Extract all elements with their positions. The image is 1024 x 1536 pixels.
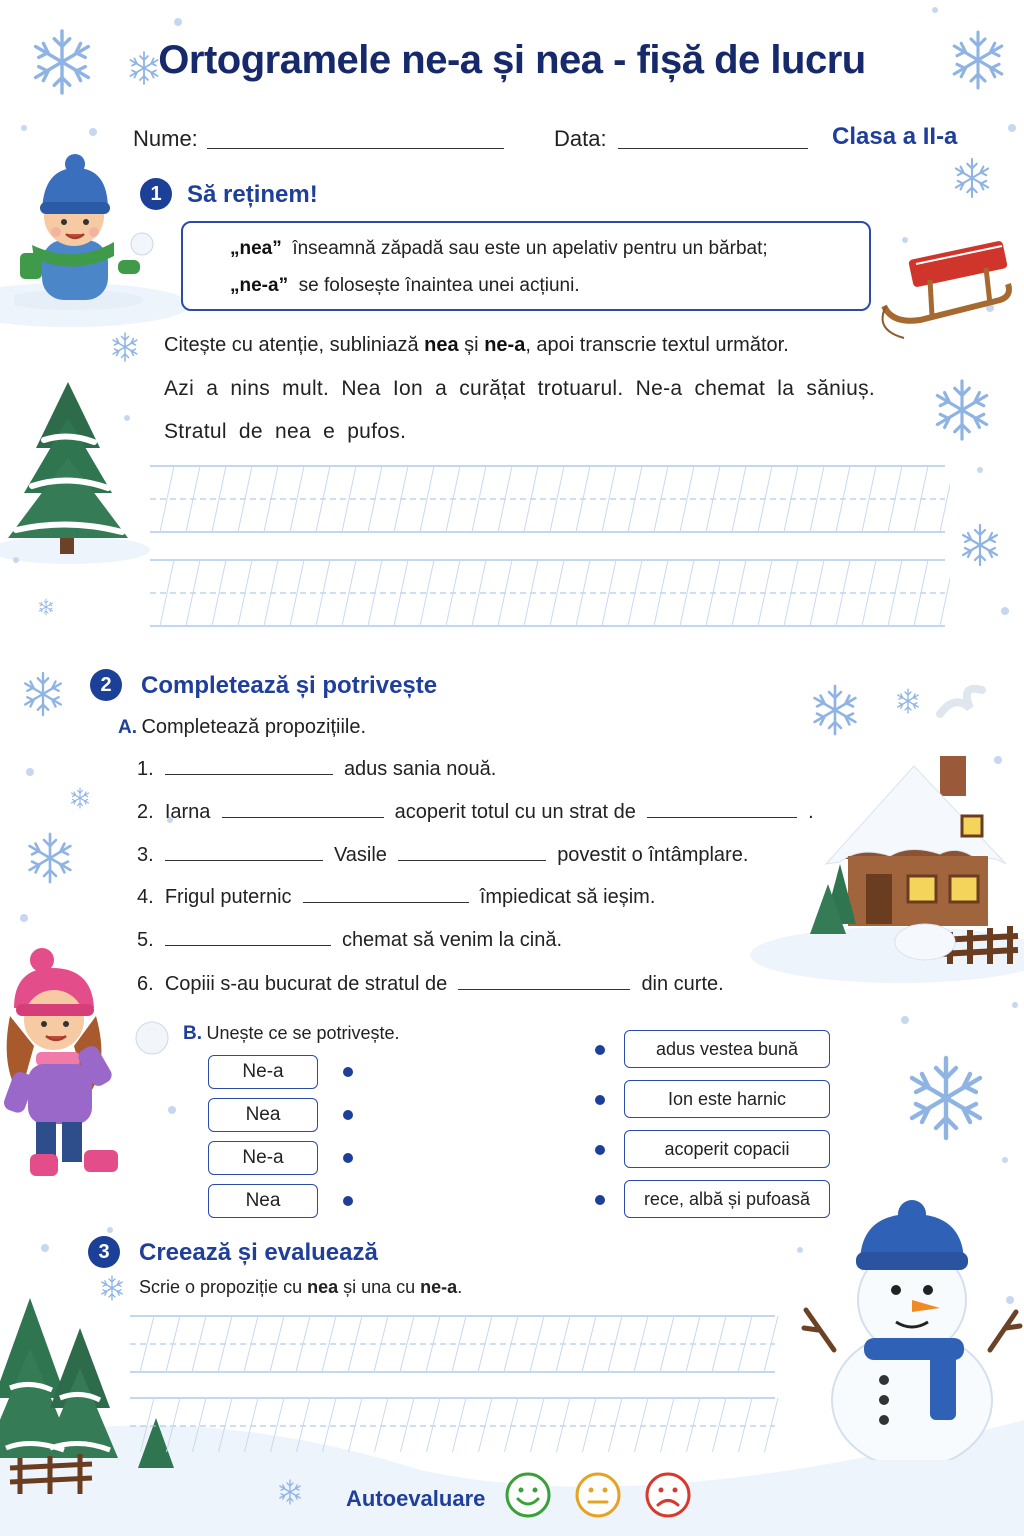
- sad-face-icon[interactable]: [645, 1472, 691, 1518]
- sentence-4: 4. Frigul puternic împiedicat să ieșim.: [137, 886, 656, 908]
- rule-1-word: „nea”: [230, 238, 282, 259]
- sentence-3: 3. Vasile povestit o întâmplare.: [137, 844, 749, 866]
- rule-2: [230, 275, 580, 297]
- section-1-instruction: Citește cu atenție, subliniază nea și ne-a, apoi transcrie textul următor.: [164, 334, 789, 356]
- part-b-heading: B. Unește ce se potrivește.: [183, 1023, 400, 1044]
- boy-illustration: [14, 150, 164, 310]
- match-right-4[interactable]: rece, albă și pufoasă: [624, 1180, 830, 1218]
- match-dot-left-1[interactable]: [343, 1067, 353, 1077]
- happy-face-icon[interactable]: [505, 1472, 551, 1518]
- match-left-1[interactable]: Ne-a: [208, 1055, 318, 1089]
- blank-1[interactable]: [165, 756, 333, 775]
- match-dot-left-4[interactable]: [343, 1196, 353, 1206]
- blank-2a[interactable]: [222, 799, 384, 818]
- writing-area-2[interactable]: [130, 1312, 780, 1452]
- match-right-3[interactable]: acoperit copacii: [624, 1130, 830, 1168]
- section-3-number: 3: [88, 1236, 120, 1268]
- sentence-2: 2. Iarna acoperit totul cu un strat de .: [137, 801, 814, 823]
- part-a-heading: A. Completează propozițiile.: [118, 716, 367, 738]
- blank-2b[interactable]: [647, 799, 797, 818]
- rule-box: [181, 221, 871, 311]
- section-2-number: 2: [90, 669, 122, 701]
- pine-tree-illustration: [4, 378, 132, 558]
- neutral-face-icon[interactable]: [575, 1472, 621, 1518]
- match-right-2[interactable]: Ion este harnic: [624, 1080, 830, 1118]
- match-dot-right-2[interactable]: [595, 1095, 605, 1105]
- page-title: Ortogramele ne-a și nea - fișă de lucru: [158, 38, 866, 82]
- match-dot-left-2[interactable]: [343, 1110, 353, 1120]
- sentence-5: 5. chemat să venim la cină.: [137, 929, 563, 951]
- date-label: Data:: [554, 126, 607, 151]
- section-1-number: 1: [140, 178, 172, 210]
- writing-area-1[interactable]: [150, 462, 950, 642]
- snowman-illustration: [800, 1200, 1024, 1460]
- self-evaluation-label: Autoevaluare: [346, 1486, 486, 1511]
- blank-4[interactable]: [303, 884, 469, 903]
- section-3-title: Creează și evaluează: [139, 1239, 378, 1266]
- match-dot-left-3[interactable]: [343, 1153, 353, 1163]
- match-left-2[interactable]: Nea: [208, 1098, 318, 1132]
- house-illustration: [790, 684, 1020, 974]
- section-3-instruction: Scrie o propoziție cu nea și una cu ne-a.: [139, 1277, 463, 1297]
- match-left-4[interactable]: Nea: [208, 1184, 318, 1218]
- story-line-2: Stratul de nea e pufos.: [164, 420, 407, 443]
- blank-3a[interactable]: [165, 842, 323, 861]
- name-field[interactable]: [207, 148, 504, 149]
- match-right-1[interactable]: adus vestea bună: [624, 1030, 830, 1068]
- sentence-6: 6. Copiii s-au bucurat de stratul de din curte.: [137, 973, 724, 995]
- match-left-3[interactable]: Ne-a: [208, 1141, 318, 1175]
- match-dot-right-1[interactable]: [595, 1045, 605, 1055]
- class-label: Clasa a II-a: [832, 123, 958, 150]
- date-field[interactable]: [618, 148, 808, 149]
- blank-6[interactable]: [458, 971, 630, 990]
- match-dot-right-3[interactable]: [595, 1145, 605, 1155]
- rule-1-text: înseamnă zăpadă sau este un apelativ pentru un bărbat;: [292, 238, 768, 259]
- sentence-1: 1. adus sania nouă.: [137, 758, 497, 780]
- section-1-title: Să reținem!: [187, 181, 318, 208]
- story-line-1: Azi a nins mult. Nea Ion a curățat trotuarul. Ne-a chemat la săniuș.: [164, 377, 876, 400]
- name-label: Nume:: [133, 126, 198, 151]
- match-dot-right-4[interactable]: [595, 1195, 605, 1205]
- rule-2-word: „ne-a”: [230, 275, 289, 296]
- blank-5[interactable]: [165, 927, 331, 946]
- sled-illustration: [874, 240, 1014, 350]
- section-2-title: Completează și potrivește: [141, 672, 438, 699]
- rule-1: [230, 238, 768, 260]
- blank-3b[interactable]: [398, 842, 546, 861]
- rule-2-text: se folosește înaintea unei acțiuni.: [298, 275, 580, 296]
